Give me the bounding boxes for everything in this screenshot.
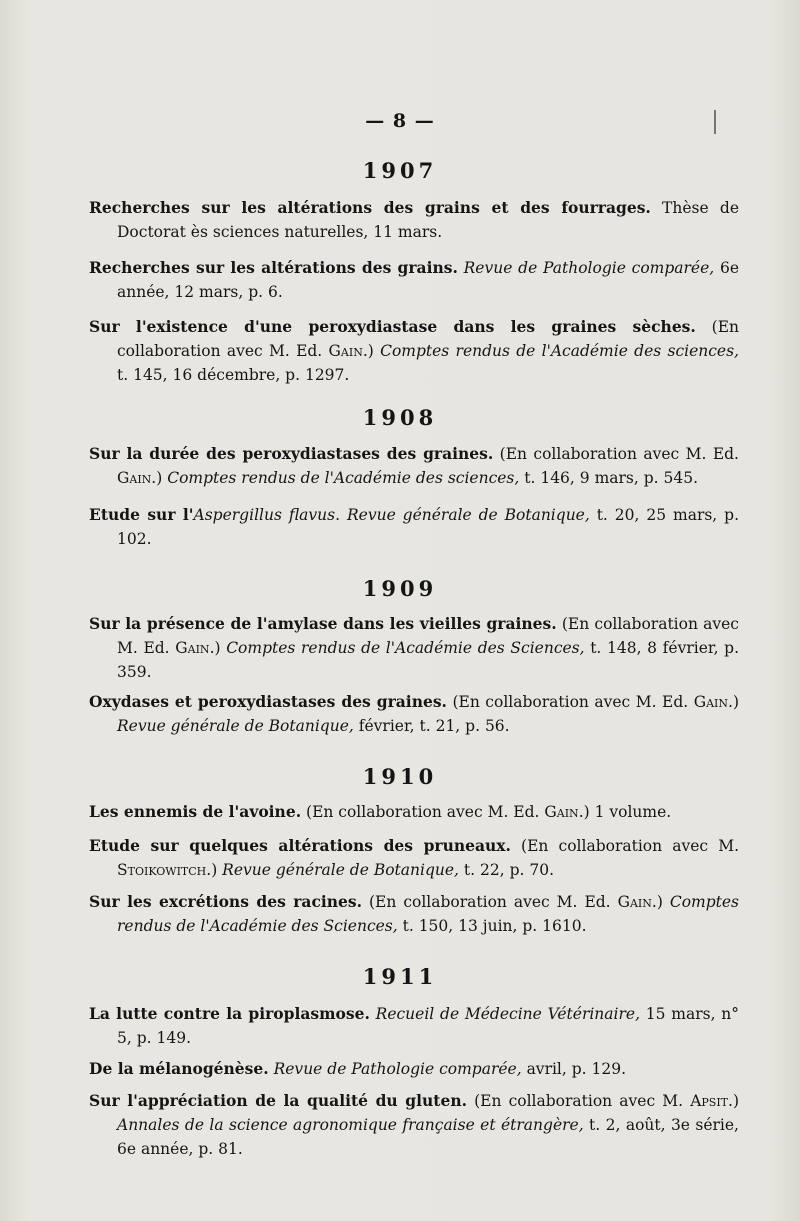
bibliography-entry — [89, 890, 739, 938]
bibliography-entry — [89, 442, 739, 490]
entry-text: t. 150, 13 juin, p. 1610. — [397, 917, 587, 935]
bibliography-entry — [89, 612, 739, 684]
entry-source: Revue générale de Botanique, — [117, 717, 354, 735]
year-heading-1909: 1909 — [362, 576, 438, 601]
entry-title: Sur l'existence d'une peroxydiastase dans les graines sèches. — [89, 317, 696, 336]
entry-title: Recherches sur les altérations des grains et des fourrages. — [89, 198, 651, 217]
entry-text: .) — [206, 861, 223, 879]
entry-title: Etude sur l' — [89, 505, 194, 524]
bibliography-entry — [89, 503, 739, 551]
entry-text: t. 148, 8 février, p. 359. — [117, 639, 740, 681]
collaborator-name: Gain — [117, 469, 152, 487]
bibliography-entry — [89, 1057, 739, 1081]
collaborator-name: Stoikowitch — [117, 861, 207, 879]
entry-title: Sur les excrétions des racines. — [89, 892, 363, 911]
entry-source: Annales de la science agronomique française et étrangère, — [117, 1116, 584, 1134]
entry-text: .) — [651, 893, 670, 911]
year-heading-1910: 1910 — [362, 764, 438, 789]
bibliography-entry — [89, 256, 739, 304]
collaborator-name: Gain — [617, 893, 652, 911]
entry-title: Sur la durée des peroxydiastases des graines. — [89, 444, 494, 463]
entry-text: Thèse de Doctorat ès sciences naturelles, 11 mars. — [117, 199, 740, 241]
entry-text: février, t. 21, p. 56. — [353, 717, 510, 735]
entry-text: .) — [151, 469, 168, 487]
entry-text: 6e année, 12 mars, p. 6. — [117, 259, 739, 301]
entry-text: (En collaboration avec M. Ed. — [362, 893, 618, 911]
collaborator-name: Gain — [175, 639, 210, 657]
entry-source: Revue générale de Botanique, — [346, 506, 590, 524]
collaborator-name: Gain — [693, 693, 729, 711]
year-heading-1911: 1911 — [362, 964, 438, 989]
entry-text: t. 2, août, 3e série, 6e année, p. 81. — [117, 1116, 739, 1158]
entry-source: Comptes rendus de l'Académie des sciences, — [167, 469, 520, 487]
entry-text: .) 1 volume. — [578, 803, 672, 821]
entry-source: Recueil de Médecine Vétérinaire, — [375, 1005, 640, 1023]
entry-text: .) — [362, 342, 381, 360]
entry-text: (En collaboration avec M. Ed. — [117, 615, 739, 657]
entry-title: Sur l'appréciation de la qualité du gluten. — [89, 1091, 467, 1110]
entry-title: Recherches sur les altérations des grains. — [89, 258, 458, 277]
entry-text: . — [335, 506, 347, 524]
entry-text: .) — [728, 1092, 740, 1110]
entry-text: .) — [728, 693, 739, 711]
entry-text: t. 20, 25 mars, p. 102. — [117, 506, 740, 548]
entry-title: De la mélanogénèse. — [89, 1059, 269, 1078]
collaborator-name: Apsit — [690, 1092, 729, 1110]
entry-text: 15 mars, n° 5, p. 149. — [117, 1005, 740, 1047]
entry-source: Revue générale de Botanique, — [222, 861, 459, 879]
entry-source: Revue de Pathologie comparée, — [273, 1060, 522, 1078]
entry-title: Etude sur quelques altérations des pruneaux. — [89, 836, 511, 855]
page-number: — 8 — — [365, 110, 435, 132]
bibliography-entry — [89, 800, 739, 824]
entry-title: Oxydases et peroxydiastases des graines. — [89, 692, 447, 711]
entry-text: (En collaboration avec M. Ed. — [446, 693, 694, 711]
collaborator-name: Gain — [544, 803, 579, 821]
bibliography-entry — [89, 315, 739, 387]
entry-source: Comptes rendus de l'Académie des Sciences, — [226, 639, 585, 657]
entry-text: t. 22, p. 70. — [458, 861, 554, 879]
entry-text: (En collaboration avec M. — [510, 837, 739, 855]
bibliography-entry — [89, 690, 739, 738]
entry-title: Sur la présence de l'amylase dans les vieilles graines. — [89, 614, 557, 633]
bibliography-entry — [89, 834, 739, 882]
bibliography-entry — [89, 1089, 739, 1161]
entry-source: Revue de Pathologie comparée, — [463, 259, 715, 277]
bibliography-entry — [89, 196, 739, 244]
entry-text: t. 146, 9 mars, p. 545. — [519, 469, 699, 487]
entry-text: (En collaboration avec M. Ed. — [493, 445, 739, 463]
entry-text: .) — [209, 639, 227, 657]
entry-source: Comptes rendus de l'Académie des Sciences, — [117, 893, 740, 935]
entry-title: Les ennemis de l'avoine. — [89, 802, 302, 821]
entry-text: t. 145, 16 décembre, p. 1297. — [117, 366, 350, 384]
entry-title: La lutte contre la piroplasmose. — [89, 1004, 370, 1023]
entry-source: Comptes rendus de l'Académie des sciences, — [380, 342, 739, 360]
entry-species: Aspergillus flavus — [193, 506, 336, 524]
year-heading-1908: 1908 — [362, 405, 438, 430]
year-heading-1907: 1907 — [362, 158, 438, 183]
entry-text: (En collaboration avec M. Ed. — [301, 803, 545, 821]
collaborator-name: Gain — [328, 342, 363, 360]
entry-text: (En collaboration avec M. — [466, 1092, 691, 1110]
entry-text: avril, p. 129. — [521, 1060, 627, 1078]
bibliography-entry — [89, 1002, 739, 1050]
entry-text: (En collaboration avec M. Ed. — [117, 318, 739, 360]
